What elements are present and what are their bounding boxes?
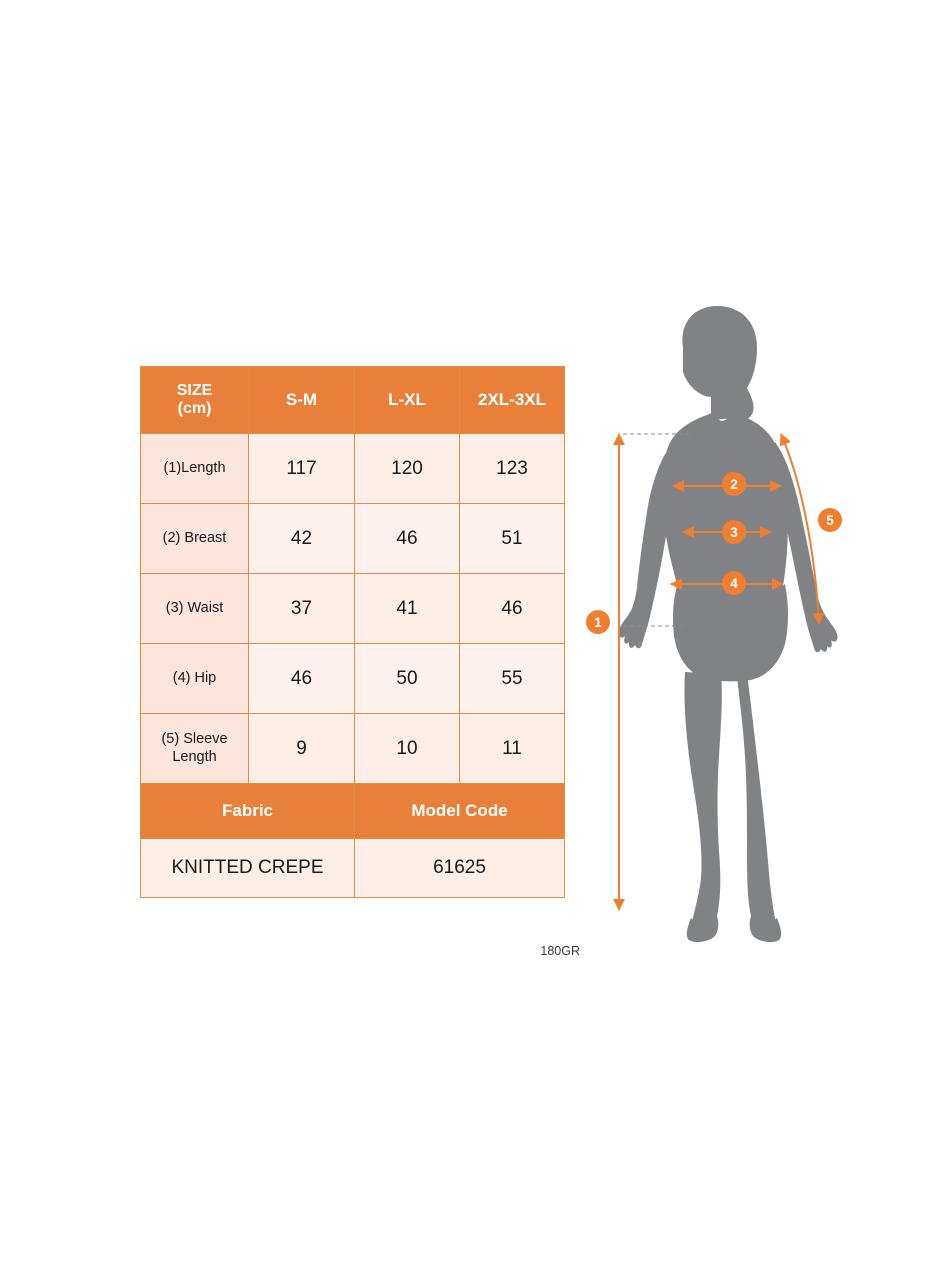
cell-hip-2xl3xl: 55 — [460, 644, 565, 714]
fabric-weight-note: 180GR — [540, 944, 580, 958]
header-size-line2: (cm) — [177, 400, 212, 417]
cell-length-sm: 117 — [249, 434, 355, 504]
cell-hip-lxl: 50 — [355, 644, 460, 714]
cell-sleeve-lxl: 10 — [355, 714, 460, 784]
cell-waist-2xl3xl: 46 — [460, 574, 565, 644]
size-chart-table — [140, 366, 565, 898]
female-figure-illustration — [575, 300, 895, 950]
header-size-2xl3xl: 2XL-3XL — [460, 367, 565, 434]
cell-length-2xl3xl: 123 — [460, 434, 565, 504]
row-label-length: (1)Length — [141, 434, 249, 504]
cell-breast-lxl: 46 — [355, 504, 460, 574]
header-fabric: Fabric — [141, 784, 355, 839]
header-size-unit — [141, 367, 249, 434]
badge-2-breast: 2 — [722, 472, 746, 496]
row-label-hip: (4) Hip — [141, 644, 249, 714]
cell-waist-lxl: 41 — [355, 574, 460, 644]
header-size-line1: SIZE — [176, 381, 213, 399]
value-model-code: 61625 — [355, 839, 565, 898]
table-row — [141, 574, 565, 644]
value-fabric: KNITTED CREPE — [141, 839, 355, 898]
cell-hip-sm: 46 — [249, 644, 355, 714]
table-row — [141, 504, 565, 574]
table-row — [141, 434, 565, 504]
table-header-row — [141, 367, 565, 434]
row-label-sleeve-length: (5) Sleeve Length — [141, 714, 249, 784]
cell-breast-sm: 42 — [249, 504, 355, 574]
cell-sleeve-2xl3xl: 11 — [460, 714, 565, 784]
badge-1-length: 1 — [586, 610, 610, 634]
header-model-code: Model Code — [355, 784, 565, 839]
cell-waist-sm: 37 — [249, 574, 355, 644]
cell-breast-2xl3xl: 51 — [460, 504, 565, 574]
row-label-waist: (3) Waist — [141, 574, 249, 644]
table-footer-header-row — [141, 784, 565, 839]
cell-length-lxl: 120 — [355, 434, 460, 504]
row-label-breast: (2) Breast — [141, 504, 249, 574]
table-row — [141, 714, 565, 784]
header-size-lxl: L-XL — [355, 367, 460, 434]
body-silhouette — [618, 306, 837, 942]
table-footer-value-row — [141, 839, 565, 898]
table-row — [141, 644, 565, 714]
cell-sleeve-sm: 9 — [249, 714, 355, 784]
measurement-diagram — [575, 300, 895, 950]
badge-3-waist: 3 — [722, 520, 746, 544]
header-size-sm: S-M — [249, 367, 355, 434]
badge-4-hip: 4 — [722, 571, 746, 595]
badge-5-sleeve-length: 5 — [818, 508, 842, 532]
